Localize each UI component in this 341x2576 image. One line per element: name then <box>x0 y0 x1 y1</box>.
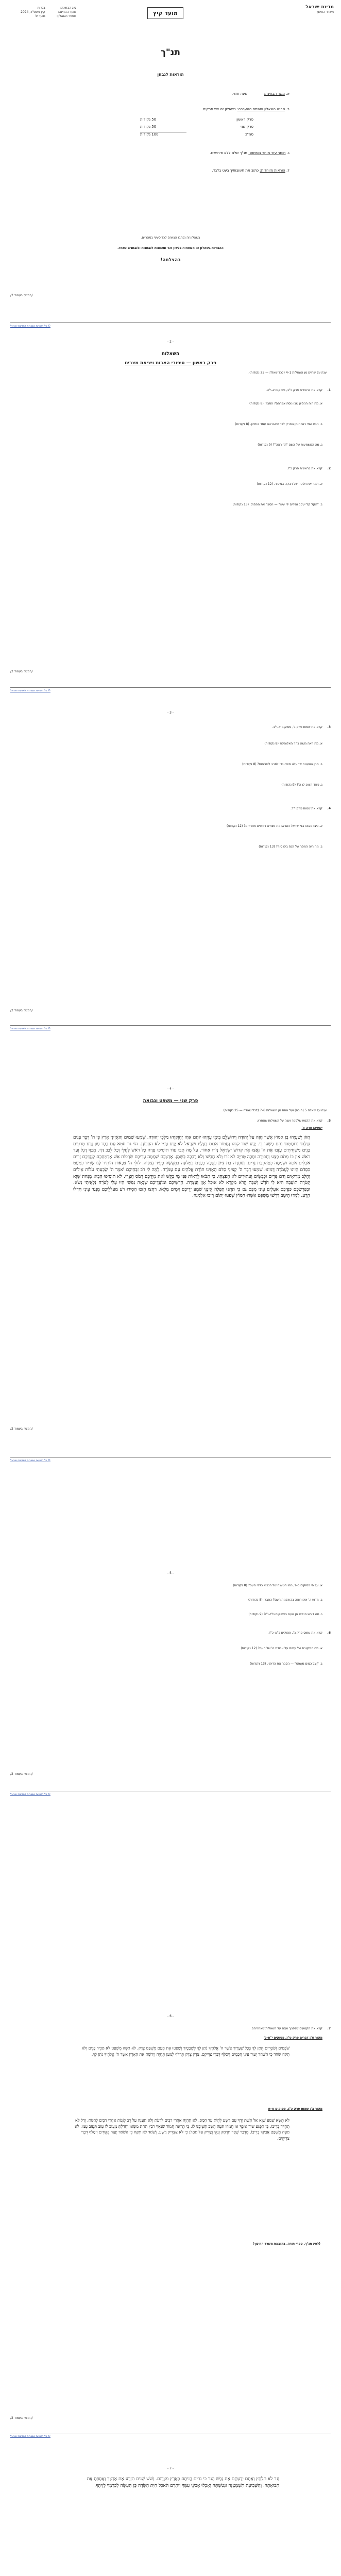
q1-number: 1. <box>327 388 331 392</box>
copyright-link[interactable]: © כל הזכויות שמורות למדינת ישראל <box>10 1459 51 1462</box>
page-divider <box>10 687 331 688</box>
copyright-link[interactable]: © כל הזכויות שמורות למדינת ישראל <box>10 2435 51 2438</box>
item-c-label: ג. <box>286 151 289 155</box>
q6-b: ב. "וְיִגַּל כַּמַּיִם מִשְׁפָּט" — הסבר את הדימוי. (13 נקודות) <box>249 1662 322 1666</box>
score-part: פרק שני <box>241 125 253 129</box>
q7-number: 7. <box>327 2027 331 2030</box>
q5-intro: קרא את הקטע שלפניך וענה על השאלות שאחריו. <box>257 1119 322 1123</box>
exam-date-value: קיץ תשפ"ד, 2024 <box>21 10 45 14</box>
ministry-name: משרד החינוך <box>316 10 334 14</box>
q5-scripture: חֲזוֹן יְשַׁעְיָהוּ בֶן אָמוֹץ אֲשֶׁר חָזָה עַל יְהוּדָה וִירוּשָׁלִָם בִּימֵי עֻזִּיָּהוּ יוֹתָם אָחָז יְחִזְקִיָּהוּ מַלְכֵי יְהוּדָה. שִׁמְעוּ שָׁמַיִם וְהַאֲזִינִי אֶרֶץ כִּי ה' דִּבֵּר בָּנִים גִּדַּלְתִּי וְרוֹמַמְתִּי וְהֵם פָּשְׁעוּ בִי. יָדַע שׁוֹר קֹנֵהוּ וַחֲמוֹר אֵבוּס בְּעָלָיו יִשְׂרָאֵל לֹא יָדַע עַמִּי לֹא הִתְבּוֹנָן. הוֹי גּוֹי חֹטֵא עַם כֶּבֶד עָוֹן זֶרַע מְרֵעִים בָּנִים מַשְׁחִיתִים עָזְבוּ אֶת ה' נִאֲצוּ אֶת קְדוֹשׁ יִשְׂרָאֵל נָזֹרוּ אָחוֹר. עַל מֶה תֻכּוּ עוֹד תּוֹסִיפוּ סָרָה כָּל רֹאשׁ לָחֳלִי וְכָל לֵבָב דַּוָּי. מִכַּף רֶגֶל וְעַד רֹאשׁ אֵין בּוֹ מְתֹם פֶּצַע וְחַבּוּרָה וּמַכָּה טְרִיָּה לֹא זֹרוּ וְלֹא חֻבָּשׁוּ וְלֹא רֻכְּכָה בַּשָּׁמֶן. אַרְצְכֶם שְׁמָמָה עָרֵיכֶם שְׂרֻפוֹת אֵשׁ אַדְמַתְכֶם לְנֶגְדְּכֶם זָרִים אֹכְלִים אֹתָהּ וּשְׁמָמָה כְּמַהְפֵּכַת זָרִים. וְנוֹתְרָה בַת צִיּוֹן כְּסֻכָּה בְכָרֶם כִּמְלוּנָה בְמִקְשָׁה כְּעִיר נְצוּרָה. לוּלֵי ה' צְבָאוֹת הוֹתִיר לָנוּ שָׂרִיד כִּמְעָט כִּסְדֹם הָיִינוּ לַעֲמֹרָה דָּמִינוּ. שִׁמְעוּ דְבַר ה' קְצִינֵי סְדֹם הַאֲזִינוּ תּוֹרַת אֱלֹהֵינוּ עַם עֲמֹרָה. לָמָּה לִּי רֹב זִבְחֵיכֶם יֹאמַר ה' שָׂבַעְתִּי עֹלוֹת אֵילִים וְחֵלֶב מְרִיאִים וְדַם פָּרִים וּכְבָשִׂים וְעַתּוּדִים לֹא חָפָצְתִּי. כִּי תָבֹאוּ לֵרָאוֹת פָּנָי מִי בִקֵּשׁ זֹאת מִיֶּדְכֶם רְמֹס חֲצֵרָי. לֹא תוֹסִיפוּ הָבִיא מִנְחַת שָׁוְא קְטֹרֶת תּוֹעֵבָה הִיא לִי חֹדֶשׁ וְשַׁבָּת קְרֹא מִקְרָא לֹא אוּכַל אָוֶן וַעֲצָרָה. חָדְשֵׁיכֶם וּמוֹעֲדֵיכֶם שָׂנְאָה נַפְשִׁי הָיוּ עָלַי לָטֹרַח נִלְאֵיתִי נְשֹׂא. וּבְפָרִשְׂכֶם כַּפֵּיכֶם אַעְלִים עֵינַי מִכֶּם גַּם כִּי תַרְבּוּ תְפִלָּה אֵינֶנִּי שֹׁמֵעַ יְדֵיכֶם דָּמִים מָלֵאוּ. רַחֲצוּ הִזַּכּוּ הָסִירוּ רֹעַ מַעַלְלֵיכֶם מִנֶּגֶד עֵינָי חִדְלוּ הָרֵעַ. לִמְדוּ הֵיטֵב דִּרְשׁוּ מִשְׁפָּט אַשְּׁרוּ חָמוֹץ שִׁפְטוּ יָתוֹם רִיבוּ אַלְמָנָה. <box>73 1135 310 1199</box>
q3-b: ב. מהן הטענות שהעלה משה כדי לסרב לשליחות? (8 נקודות) <box>242 762 322 766</box>
score-row <box>140 125 253 132</box>
score-part: פרק ראשון <box>236 117 253 122</box>
page-divider <box>10 322 331 323</box>
page-number: - 7 - <box>167 2467 174 2470</box>
copyright-link[interactable]: © כל הזכויות שמורות למדינת ישראל <box>10 689 51 692</box>
q4-number: 4. <box>327 807 331 810</box>
q5-source-title: ישעיהו פרק א' <box>301 1126 322 1130</box>
q4-intro: קרא את שמות פרק י"ד. <box>291 807 322 810</box>
page-title: תנ"ך <box>161 47 180 58</box>
score-part: סה"כ <box>245 132 253 137</box>
q3-a: א. מה ראה משה בהר האלוהים? (8 נקודות) <box>264 742 322 745</box>
q7-intro: קרא את הקטעים שלפניך וענה על השאלות שאחריהם. <box>250 2027 322 2030</box>
part1-title: פרק ראשון — סיפורי האבות ויציאת מצרים <box>125 361 216 366</box>
page-number: - 4 - <box>167 1087 174 1091</box>
q4-b: ב. מה היה המסר של הנס בים סוף? (13 נקודות) <box>259 845 322 849</box>
copyright-link[interactable]: © כל הזכויות שמורות למדינת ישראל <box>10 1027 51 1030</box>
page-divider <box>10 1457 331 1458</box>
item-b-title: מבנה השאלון ומפתח ההערכה: <box>237 107 285 111</box>
item-a-title: משך הבחינה: <box>264 92 285 96</box>
q5-b: ב. מדוע ה' אינו רוצה בקורבנות העם? הסבר. (8 נקודות) <box>248 1598 322 1602</box>
exam-type-label: סוג הבחינה: <box>60 6 76 10</box>
q1-a: א. מה היה הניסיון שבו נוסה אברהם? הסבר. (8 נקודות) <box>249 402 322 405</box>
continue-label: /המשך בעמוד 2/ <box>10 1772 33 1776</box>
q6-intro: קרא את עמוס פרק ה', פסוקים כ"א–כ"ד. <box>267 1631 322 1635</box>
notice-line-1: בשאלון זה נכתבו הציונים לכל סעיף בסוגריים. <box>141 236 200 240</box>
item-c-text: תנ"ך שלם ללא פירושים. <box>210 151 248 155</box>
q3-c: ג. כיצד השיב לו ה'? (9 נקודות) <box>281 783 322 787</box>
copyright-link[interactable]: © כל הזכויות שמורות למדינת ישראל <box>10 1793 51 1796</box>
exam-type-value: בגרות <box>37 6 45 10</box>
q5-number: 5. <box>327 1119 331 1123</box>
q2-intro: קרא את בראשית פרק כ"ז. <box>287 467 322 470</box>
continue-label: /המשך בעמוד 2/ <box>10 1427 33 1431</box>
q7-source-note: (לפי: תנ"ך, ספרי תורה, בהוצאת משרד החינוך) <box>252 2242 320 2246</box>
exam-meta-labels <box>57 6 76 19</box>
exam-number-label: מספר השאלון: <box>57 14 76 18</box>
q4-a: א. כיצד הגיבו בני ישראל כשראו את מצרים רודפים אחריהם? (12 נקודות) <box>226 824 322 828</box>
item-d-text: כתוב את תשובותיך בעט בלבד. <box>212 168 259 173</box>
q7-scripture-b: לֹא תִשָּׂא שֵׁמַע שָׁוְא אַל תָּשֶׁת יָדְךָ עִם רָשָׁע לִהְיֹת עֵד חָמָס. לֹא תִהְיֶה אַחֲרֵי רַבִּים לְרָעֹת וְלֹא תַעֲנֶה עַל רִב לִנְטֹת אַחֲרֵי רַבִּים לְהַטֹּת. וְדָל לֹא תֶהְדַּר בְּרִיבוֹ. כִּי תִפְגַּע שׁוֹר אֹיִבְךָ אוֹ חֲמֹרוֹ תֹּעֶה הָשֵׁב תְּשִׁיבֶנּוּ לוֹ. כִּי תִרְאֶה חֲמוֹר שֹׂנַאֲךָ רֹבֵץ תַּחַת מַשָּׂאוֹ וְחָדַלְתָּ מֵעֲזֹב לוֹ עָזֹב תַּעֲזֹב עִמּוֹ. לֹא תַטֶּה מִשְׁפַּט אֶבְיֹנְךָ בְּרִיבוֹ. מִדְּבַר שֶׁקֶר תִּרְחָק וְנָקִי וְצַדִּיק אַל תַּהֲרֹג כִּי לֹא אַצְדִּיק רָשָׁע. וְשֹׁחַד לֹא תִקָּח כִּי הַשֹּׁחַד יְעַוֵּר פִּקְחִים וִיסַלֵּף דִּבְרֵי צַדִּיקִים. <box>75 2118 289 2141</box>
score-points: 50 נקודות <box>140 117 157 122</box>
item-a-value: שעה וחצי. <box>231 92 248 96</box>
exam-session-box: מועד קיץ <box>147 7 183 19</box>
item-d-title: הוראות מיוחדות: <box>260 168 285 173</box>
q2-b: ב. "הקל קל יעקב והידים ידי עשו" — הסבר את הפסוק. (13 נקודות) <box>232 503 322 506</box>
q7-source-a: מקור א': דברים פרק ט"ז, פסוקים י"ח–כ' <box>264 2036 322 2040</box>
page-divider <box>10 1025 331 1026</box>
instructions-list <box>53 92 289 175</box>
part1-instruction: ענה על שתיים מן השאלות 1–4 (לכל שאלה — 25 נקודות). <box>248 371 327 375</box>
continue-label: /המשך בעמוד 2/ <box>10 2416 33 2420</box>
part2-instruction: ענה על שאלה 5 (חובה) ועל אחת מן השאלות 6–7 (לכל שאלה — 25 נקודות). <box>222 1109 327 1112</box>
q2-number: 2. <box>327 467 331 470</box>
page-number: - 3 - <box>167 711 174 715</box>
item-a-label: א. <box>286 92 289 96</box>
notice-line-2: ההנחיות בשאלון זה מנוסחות בלשון זכר ומכוונות לנבחנות ולנבחנים כאחד. <box>117 246 224 250</box>
q7-scripture-a: שֹׁפְטִים וְשֹׁטְרִים תִּתֶּן לְךָ בְּכָל שְׁעָרֶיךָ אֲשֶׁר ה' אֱלֹהֶיךָ נֹתֵן לְךָ לִשְׁבָטֶיךָ וְשָׁפְטוּ אֶת הָעָם מִשְׁפַּט צֶדֶק. לֹא תַטֶּה מִשְׁפָּט לֹא תַכִּיר פָּנִים וְלֹא תִקַּח שֹׁחַד כִּי הַשֹּׁחַד יְעַוֵּר עֵינֵי חֲכָמִים וִיסַלֵּף דִּבְרֵי צַדִּיקִם. צֶדֶק צֶדֶק תִּרְדֹּף לְמַעַן תִּחְיֶה וְיָרַשְׁתָּ אֶת הָאָרֶץ אֲשֶׁר ה' אֱלֹהֶיךָ נֹתֵן לָךְ. <box>81 2046 289 2057</box>
q7-scripture-c: וְגֵר לֹא תִלְחָץ וְאַתֶּם יְדַעְתֶּם אֶת נֶפֶשׁ הַגֵּר כִּי גֵרִים הֱיִיתֶם בְּאֶרֶץ מִצְרָיִם. וְשֵׁשׁ שָׁנִים תִּזְרַע אֶת אַרְצֶךָ וְאָסַפְתָּ אֶת תְּבוּאָתָהּ. וְהַשְּׁבִיעִת תִּשְׁמְטֶנָּה וּנְטַשְׁתָּהּ וְאָכְלוּ אֶבְיֹנֵי עַמֶּךָ וְיִתְרָם תֹּאכַל חַיַּת הַשָּׂדֶה כֵּן תַּעֲשֶׂה לְכַרְמְךָ לְזֵיתֶךָ. <box>87 2477 279 2488</box>
q7-source-b: מקור ב': שמות פרק כ"ג, פסוקים א–ח <box>268 2107 322 2111</box>
good-luck: בהצלחה! <box>160 258 181 263</box>
q1-c: ג. מה המשמעות של השם "ה' יראה"? (9 נקודות) <box>258 443 322 447</box>
state-name: מדינת ישראל <box>305 5 334 10</box>
continue-label: /המשך בעמוד 2/ <box>10 294 33 297</box>
item-d-label: ד. <box>286 168 289 173</box>
q3-number: 3. <box>327 725 331 729</box>
q5-c: ג. מה דורש הנביא מן העם בפסוקים ט"ז–י"ז? (9 נקודות) <box>248 1613 322 1616</box>
score-row <box>140 117 253 125</box>
ministry-header <box>305 5 334 14</box>
exam-meta-values <box>21 6 45 19</box>
copyright-link[interactable]: © כל הזכויות שמורות למדינת ישראל <box>10 325 51 328</box>
page-number: - 2 - <box>167 340 174 344</box>
score-points: 100 נקודות <box>140 132 159 137</box>
questions-title: השאלות <box>161 351 180 357</box>
q2-a: א. תאר את חלקה של רבקה בסיפור. (12 נקודות) <box>257 482 322 486</box>
continue-label: /המשך בעמוד 2/ <box>10 670 33 673</box>
continue-label: /המשך בעמוד 2/ <box>10 1009 33 1012</box>
page-number: - 5 - <box>167 1571 174 1575</box>
q6-a: א. מה הביקורת של עמוס על עבודת ה' של העם? (12 נקודות) <box>241 1647 322 1650</box>
q1-intro: קרא את בראשית פרק כ"ב, פסוקים א–י"ט. <box>266 388 322 392</box>
q1-b: ב. הבא שתי ראיות מן הפרק לכך שאברהם עמד בניסיון. (8 נקודות) <box>235 422 322 426</box>
q5-a: א. על פי פסוקים ב–ד, מהי הטענה של הנביא כלפי העם? (8 נקודות) <box>233 1584 322 1587</box>
part2-title: פרק שני — משפט ונבואה <box>143 1098 198 1104</box>
q6-number: 6. <box>327 1631 331 1635</box>
score-points: 50 נקודות <box>140 125 157 129</box>
score-row <box>140 132 253 140</box>
exam-date-label: מועד הבחינה: <box>58 10 76 14</box>
item-c-title: חומר עזר מותר בשימוש: <box>248 151 286 155</box>
page-number: - 6 - <box>167 2014 174 2018</box>
item-b-label: ב. <box>286 107 289 111</box>
score-table <box>140 117 253 140</box>
item-b-text: בשאלון זה שני פרקים. <box>201 107 236 111</box>
instructions-heading: הוראות לנבחן <box>157 72 184 77</box>
exam-number-value: מועד א' <box>35 14 45 18</box>
q3-intro: קרא את שמות פרק ג', פסוקים א–י"ב. <box>272 725 322 729</box>
